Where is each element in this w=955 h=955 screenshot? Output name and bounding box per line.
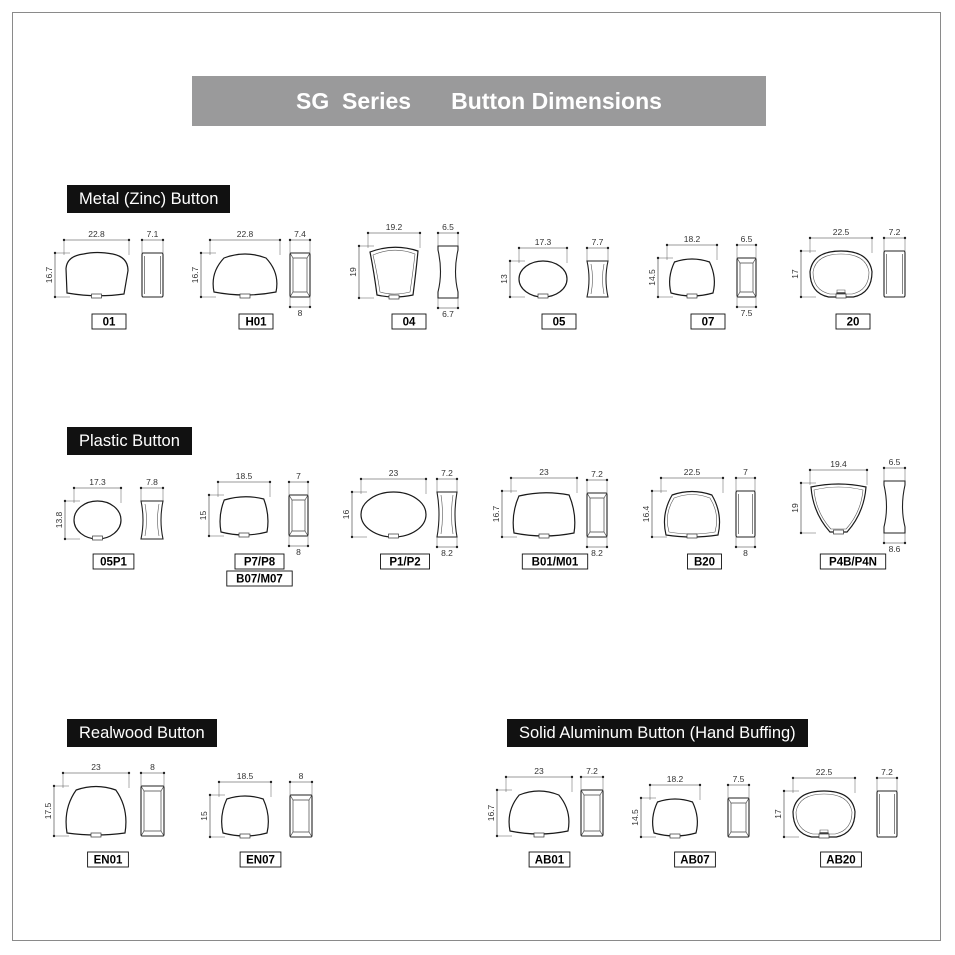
dimension-dot	[722, 477, 724, 479]
model-label: 05P1	[100, 556, 127, 569]
dimension-dot	[309, 239, 311, 241]
dimension-dot	[209, 794, 211, 796]
thickness-value: 7.2	[881, 767, 893, 777]
thickness-value: 6.5	[740, 234, 753, 244]
model-label: B01/M01	[531, 556, 579, 569]
thickness-value: 7.5	[732, 774, 745, 784]
dimension-dot	[162, 239, 164, 241]
height-value: 14.5	[630, 809, 640, 826]
dimension-dot	[606, 479, 608, 481]
height-value: 19	[790, 503, 800, 513]
thickness-value: 7.8	[146, 477, 158, 487]
model-label: 20	[846, 316, 860, 329]
dimension-dot	[800, 482, 802, 484]
title-series: SG Series	[296, 87, 412, 114]
button-shaft	[240, 294, 250, 298]
thickness-value: 7	[296, 471, 301, 481]
base-value: 8.6	[888, 544, 901, 554]
dimension-dot	[755, 306, 757, 308]
dimension-dot	[209, 836, 211, 838]
dimension-dot	[351, 491, 353, 493]
width-value: 18.2	[683, 234, 701, 244]
base-value: 8	[743, 548, 748, 558]
dimension-dot	[128, 772, 130, 774]
dimension-dot	[699, 784, 701, 786]
button-side-outline	[437, 492, 457, 537]
width-value: 23	[388, 468, 399, 478]
dimension-dot	[289, 306, 291, 308]
button-side-outline	[141, 501, 163, 539]
dimension-dot	[792, 777, 794, 779]
dimension-dot	[657, 257, 659, 259]
dimension-dot	[727, 784, 729, 786]
button-shaft	[819, 834, 829, 838]
dimension-dot	[904, 237, 906, 239]
model-label: P7/P8	[243, 556, 276, 569]
button-diagram-05p1	[54, 477, 164, 569]
dimension-dot	[351, 536, 353, 538]
button-diagram-07	[647, 234, 757, 329]
dimension-dot	[53, 835, 55, 837]
height-value: 16.7	[44, 266, 54, 284]
dimension-dot	[586, 546, 588, 548]
facet-lines	[587, 493, 607, 537]
dimension-dot	[53, 785, 55, 787]
dimension-dot	[809, 237, 811, 239]
button-front-outline	[66, 787, 126, 836]
thickness-value: 8	[298, 771, 304, 781]
base-value: 8.2	[591, 548, 603, 558]
button-front-outline	[509, 791, 569, 834]
button-shaft	[93, 536, 103, 540]
button-shaft	[389, 295, 399, 299]
button-side-outline	[438, 246, 458, 298]
section-header-metal: Metal (Zinc) Button	[67, 185, 230, 213]
width-value: 19.4	[830, 459, 847, 469]
facet-lines	[581, 790, 603, 836]
dimension-dot	[128, 239, 130, 241]
dimension-dot	[496, 789, 498, 791]
dimension-dot	[457, 307, 459, 309]
button-diagram-p4b-p4n	[790, 457, 906, 569]
height-value: 15	[199, 811, 209, 821]
dimension-dot	[854, 777, 856, 779]
button-diagram-20	[790, 227, 906, 329]
dimension-dot	[866, 469, 868, 471]
model-label: 01	[102, 316, 116, 329]
dimension-dot	[140, 772, 142, 774]
dimension-dot	[140, 487, 142, 489]
height-value: 16.7	[190, 266, 200, 284]
button-diagram-en01	[43, 762, 165, 867]
base-value: 8	[296, 547, 301, 557]
dimension-dot	[269, 481, 271, 483]
dimension-dot	[358, 245, 360, 247]
dimension-dot	[64, 500, 66, 502]
button-diagram-05	[499, 237, 609, 329]
button-shaft	[687, 534, 697, 538]
model-label: AB20	[826, 854, 856, 867]
dimension-dot	[208, 535, 210, 537]
dimension-dot	[456, 478, 458, 480]
button-diagram-h01	[190, 229, 311, 329]
dimension-dot	[651, 536, 653, 538]
button-shaft	[240, 834, 250, 838]
button-diagram-en07	[199, 771, 313, 867]
button-diagram-ab20	[773, 767, 898, 867]
dimension-dot	[735, 546, 737, 548]
facet-lines	[737, 258, 756, 297]
button-front-outline	[670, 259, 715, 296]
dimension-dot	[904, 467, 906, 469]
thickness-value: 7.2	[441, 468, 453, 478]
button-front-outline	[361, 492, 426, 537]
dimension-dot	[800, 296, 802, 298]
height-value: 16	[341, 509, 351, 520]
model-label: 05	[552, 316, 566, 329]
dimension-dot	[586, 479, 588, 481]
thickness-value: 7.7	[591, 237, 604, 247]
dimension-dot	[289, 781, 291, 783]
model-label: B07/M07	[236, 573, 283, 586]
button-side-outline	[884, 481, 905, 533]
dimension-dot	[217, 481, 219, 483]
width-value: 22.8	[88, 229, 105, 239]
button-diagram-01	[44, 229, 164, 329]
dimension-dot	[809, 469, 811, 471]
dimension-dot	[783, 836, 785, 838]
dimension-dot	[163, 772, 165, 774]
facet-lines	[290, 795, 312, 837]
button-diagram-04	[348, 222, 459, 329]
model-label: P1/P2	[389, 556, 421, 569]
dimension-dot	[208, 494, 210, 496]
dimension-dot	[657, 296, 659, 298]
dimension-dot	[456, 546, 458, 548]
model-label: EN07	[246, 854, 275, 867]
button-shaft	[534, 833, 544, 837]
height-value: 17	[773, 809, 783, 819]
dimension-dot	[419, 232, 421, 234]
height-value: 16.7	[486, 804, 496, 822]
dimension-dot	[754, 477, 756, 479]
button-front-outline	[811, 484, 866, 532]
button-diagram-p7-p8	[198, 471, 309, 586]
dimension-dot	[800, 532, 802, 534]
height-value: 17.5	[43, 802, 53, 820]
section-header-realwood: Realwood Button	[67, 719, 217, 747]
dimension-dot	[576, 477, 578, 479]
width-value: 23	[539, 467, 549, 477]
dimension-dot	[437, 232, 439, 234]
dimension-dot	[607, 247, 609, 249]
dimension-dot	[54, 296, 56, 298]
width-value: 18.5	[236, 771, 254, 781]
facet-lines	[728, 798, 749, 837]
section-header-aluminum: Solid Aluminum Button (Hand Buffing)	[507, 719, 808, 747]
height-value: 19	[348, 267, 358, 277]
thickness-value: 7.2	[586, 766, 598, 776]
dimension-dot	[871, 237, 873, 239]
button-shaft	[91, 833, 101, 837]
title-subject: Button Dimensions	[451, 87, 662, 114]
facet-lines	[290, 253, 310, 297]
dimension-dot	[358, 297, 360, 299]
button-side-outline	[877, 791, 897, 837]
dimension-dot	[748, 784, 750, 786]
button-diagram-p1-p2	[341, 468, 458, 569]
dimension-dot	[800, 250, 802, 252]
model-label: EN01	[93, 854, 123, 867]
model-label: AB01	[534, 854, 565, 867]
dimension-dot	[640, 797, 642, 799]
thickness-value: 7.4	[294, 229, 306, 239]
facet-lines	[141, 786, 164, 836]
dimension-dot	[436, 546, 438, 548]
model-label: AB07	[680, 854, 710, 867]
dimension-dot	[883, 542, 885, 544]
height-value: 16.4	[641, 505, 651, 523]
dimension-dot	[651, 490, 653, 492]
dimension-dot	[307, 481, 309, 483]
width-value: 18.5	[235, 471, 253, 481]
dimension-dot	[289, 239, 291, 241]
button-front-outline	[66, 253, 128, 296]
width-value: 22.5	[815, 767, 833, 777]
button-diagram-b20	[641, 467, 756, 569]
section-header-plastic: Plastic Button	[67, 427, 192, 455]
dimension-dot	[876, 777, 878, 779]
width-value: 22.5	[832, 227, 850, 237]
dimension-dot	[736, 244, 738, 246]
dimension-dot	[606, 546, 608, 548]
dimension-dot	[437, 307, 439, 309]
dimension-dot	[580, 776, 582, 778]
height-value: 15	[198, 510, 208, 521]
dimension-dot	[571, 776, 573, 778]
dimension-dot	[501, 536, 503, 538]
thickness-value: 7	[743, 467, 748, 477]
button-shaft	[92, 294, 102, 298]
button-front-outline	[213, 254, 277, 295]
width-value: 19.2	[385, 222, 403, 232]
dimension-dot	[496, 835, 498, 837]
dimension-dot	[307, 545, 309, 547]
dimension-dot	[73, 487, 75, 489]
width-value: 22.5	[683, 467, 701, 477]
dimension-dot	[436, 478, 438, 480]
facet-lines	[289, 495, 308, 536]
dimension-dot	[62, 772, 64, 774]
dimension-dot	[754, 546, 756, 548]
button-front-outline	[220, 497, 268, 535]
dimension-dot	[660, 477, 662, 479]
button-front-outline	[513, 493, 575, 536]
thickness-value: 6.5	[442, 222, 454, 232]
thickness-value: 7.2	[591, 469, 603, 479]
dimension-dot	[783, 790, 785, 792]
height-value: 16.7	[491, 505, 501, 523]
width-value: 22.8	[236, 229, 254, 239]
dimension-dot	[270, 781, 272, 783]
base-value: 8.2	[441, 548, 453, 558]
model-label: 07	[701, 316, 715, 329]
height-value: 13	[499, 274, 509, 284]
dimension-dot	[602, 776, 604, 778]
dimension-dot	[510, 477, 512, 479]
button-shaft	[836, 294, 846, 298]
dimension-dot	[883, 467, 885, 469]
dimension-dot	[360, 478, 362, 480]
button-front-outline	[74, 501, 121, 539]
dimension-dot	[457, 232, 459, 234]
dimension-dot	[566, 247, 568, 249]
width-value: 17.3	[89, 477, 106, 487]
dimension-dot	[279, 239, 281, 241]
dimension-dot	[509, 260, 511, 262]
dimension-dot	[141, 239, 143, 241]
dimension-dot	[509, 296, 511, 298]
button-front-outline	[664, 492, 719, 538]
dimension-dot	[736, 306, 738, 308]
dimension-dot	[200, 252, 202, 254]
thickness-value: 8	[150, 762, 155, 772]
height-value: 14.5	[647, 269, 657, 286]
thickness-value: 7.1	[146, 229, 159, 239]
button-front-outline	[222, 796, 269, 836]
dimension-dot	[649, 784, 651, 786]
dimension-dot	[640, 836, 642, 838]
model-label: P4B/P4N	[829, 556, 877, 569]
dimension-dot	[735, 477, 737, 479]
button-shaft	[538, 294, 548, 298]
dimension-dot	[883, 237, 885, 239]
button-shaft	[834, 530, 844, 534]
dimension-dot	[716, 244, 718, 246]
dimension-dot	[218, 781, 220, 783]
dimension-dot	[288, 481, 290, 483]
width-value: 23	[91, 762, 101, 772]
height-value: 17	[790, 269, 800, 279]
button-side-outline	[142, 253, 163, 297]
dimension-dot	[896, 777, 898, 779]
width-value: 18.2	[666, 774, 684, 784]
dimension-dot	[755, 244, 757, 246]
thickness-value: 6.5	[888, 457, 901, 467]
base-value: 7.5	[740, 308, 753, 318]
dimension-dot	[311, 781, 313, 783]
dimension-dot	[309, 306, 311, 308]
button-diagram-ab01	[486, 766, 604, 867]
dimension-dot	[518, 247, 520, 249]
dimension-dot	[120, 487, 122, 489]
model-label: 04	[402, 316, 416, 329]
button-shaft	[670, 834, 680, 838]
button-side-outline	[141, 786, 164, 836]
dimension-dot	[425, 478, 427, 480]
model-label: H01	[245, 316, 267, 329]
base-value: 8	[297, 308, 303, 318]
dimension-dot	[200, 296, 202, 298]
button-front-outline	[653, 799, 698, 836]
thickness-value: 7.2	[888, 227, 901, 237]
button-shaft	[239, 533, 249, 537]
button-side-outline	[884, 251, 905, 297]
dimension-dot	[63, 239, 65, 241]
dimension-dot	[666, 244, 668, 246]
width-value: 17.3	[534, 237, 552, 247]
button-side-outline	[587, 261, 608, 297]
dimension-dot	[209, 239, 211, 241]
dimension-dot	[501, 490, 503, 492]
dimension-dot	[162, 487, 164, 489]
button-diagram-ab07	[630, 774, 750, 867]
button-side-outline	[736, 491, 755, 537]
dimension-dot	[586, 247, 588, 249]
base-value: 6.7	[442, 309, 454, 319]
dimension-dot	[505, 776, 507, 778]
dimension-dot	[288, 545, 290, 547]
button-shaft	[539, 534, 549, 538]
dimension-dot	[64, 538, 66, 540]
dimension-dot	[54, 252, 56, 254]
button-diagram-b01-m01	[491, 467, 608, 569]
button-front-outline	[519, 261, 567, 297]
width-value: 23	[534, 766, 544, 776]
dimension-dot	[367, 232, 369, 234]
dimension-dot	[904, 542, 906, 544]
button-front-outline	[370, 247, 418, 297]
button-shaft	[687, 294, 697, 298]
height-value: 13.8	[54, 511, 64, 529]
model-label: B20	[693, 556, 716, 569]
button-shaft	[389, 534, 399, 538]
